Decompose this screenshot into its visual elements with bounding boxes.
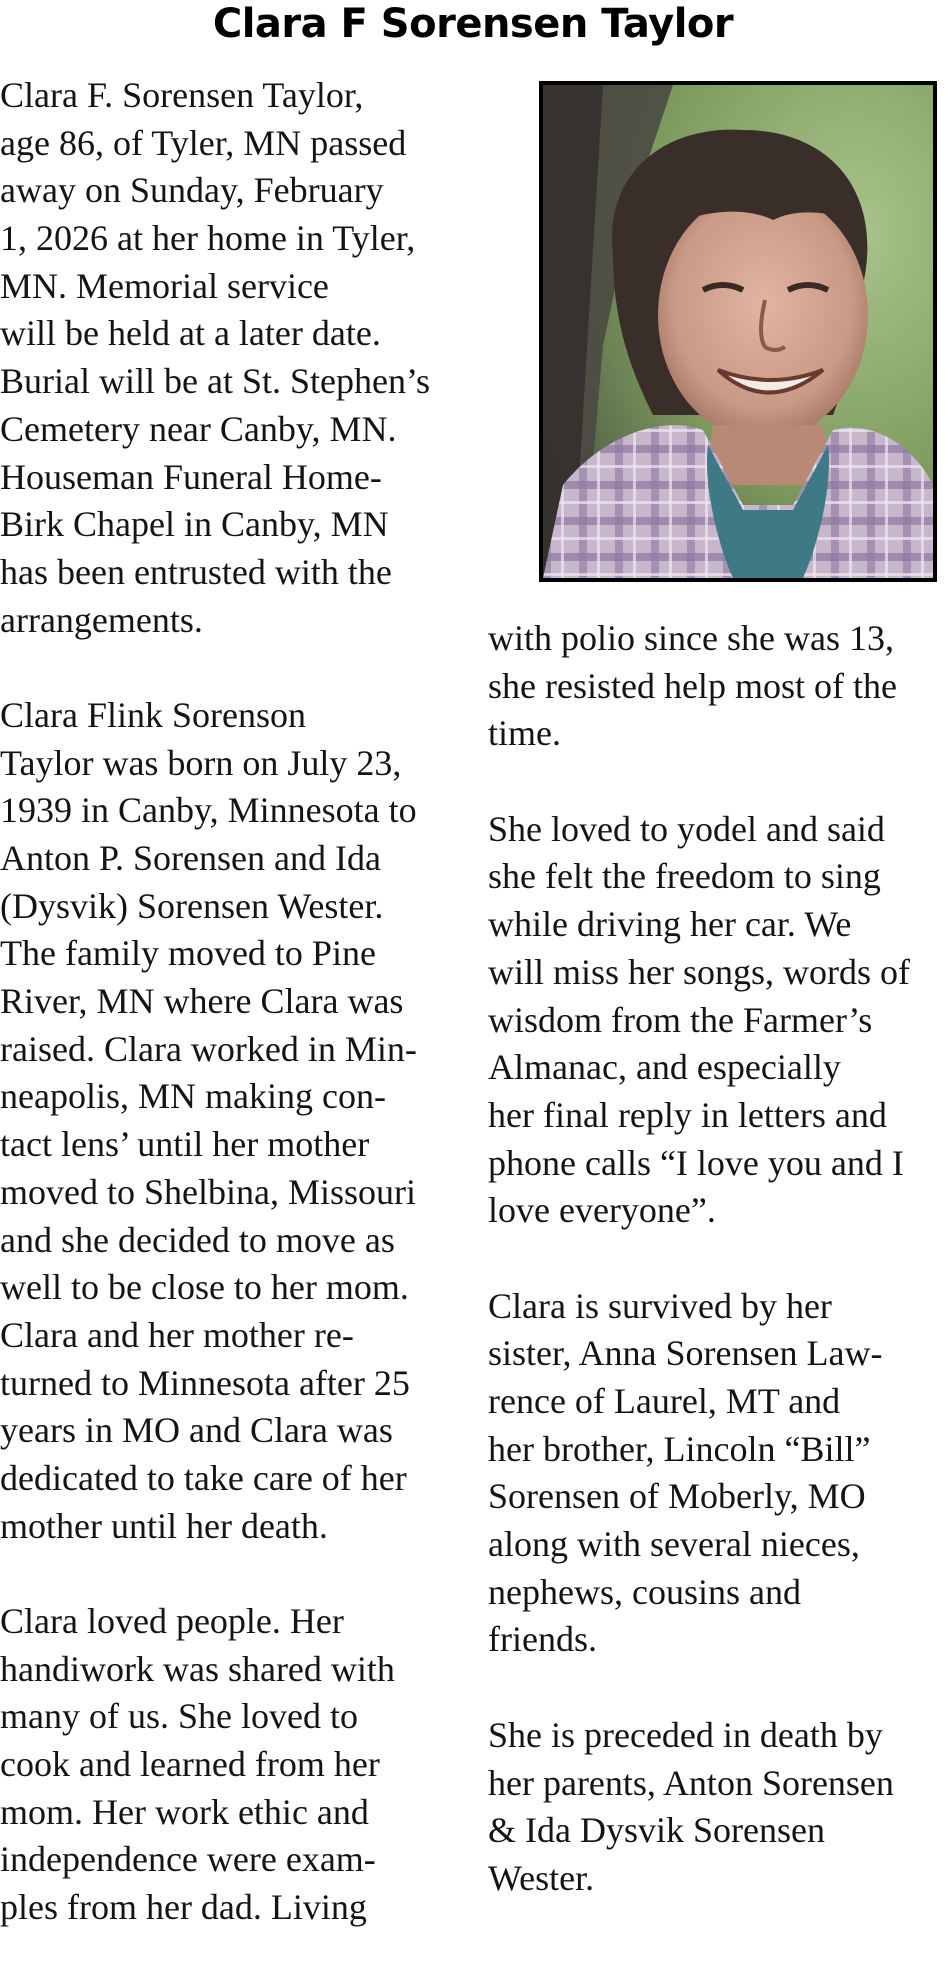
obituary-text-line: raised. Clara worked in Min- <box>0 1028 417 1069</box>
obituary-text-line: friends. <box>488 1619 597 1660</box>
obituary-text-line: she felt the freedom to sing <box>488 856 881 897</box>
obituary-text-line: and she decided to move as <box>0 1219 395 1260</box>
obituary-text-line: has been entrusted with the <box>0 551 392 592</box>
obituary-text-line: Houseman Funeral Home- <box>0 456 382 497</box>
obituary-left-column <box>0 72 470 1932</box>
obituary-text-line: while driving her car. We <box>488 904 852 945</box>
obituary-text-line: many of us. She loved to <box>0 1696 358 1737</box>
paragraph-gap <box>488 1235 946 1283</box>
obituary-text-line: her brother, Lincoln “Bill” <box>488 1428 871 1469</box>
obituary-text-line: sister, Anna Sorensen Law- <box>488 1333 883 1374</box>
obituary-text-line: with polio since she was 13, <box>488 618 894 658</box>
obituary-text-line: turned to Minnesota after 25 <box>0 1362 410 1403</box>
obituary-text-line: MN. Memorial service <box>0 265 329 306</box>
obituary-text-line: ples from her dad. Living <box>0 1887 367 1928</box>
obituary-text-line: along with several nieces, <box>488 1524 860 1565</box>
obituary-photo <box>539 81 937 582</box>
obituary-text-line: Clara F. Sorensen Taylor, <box>0 75 364 115</box>
obituary-text-line: time. <box>488 713 561 754</box>
obituary-text-line: 1, 2026 at her home in Tyler, <box>0 218 416 259</box>
paragraph-gap <box>0 644 470 692</box>
obituary-text-line: away on Sunday, February <box>0 170 384 211</box>
obituary-text-line: independence were exam- <box>0 1839 376 1880</box>
obituary-text-line: Sorensen of Moberly, MO <box>488 1476 866 1517</box>
obituary-text-line: age 86, of Tyler, MN passed <box>0 122 407 163</box>
obituary-text-line: phone calls “I love you and I <box>488 1142 904 1183</box>
obituary-text-line: Anton P. Sorensen and Ida <box>0 838 381 878</box>
obituary-text-line: her final reply in letters and <box>488 1094 887 1135</box>
obituary-text-line: well to be close to her mom. <box>0 1267 409 1308</box>
paragraph-gap <box>488 758 946 806</box>
obituary-text-line: She loved to yodel and said <box>488 808 885 849</box>
obituary-text-line: The family moved to Pine <box>0 933 376 974</box>
obituary-text-line: Clara and her mother re- <box>0 1314 354 1355</box>
obituary-text-line: will miss her songs, words of <box>488 951 910 992</box>
obituary-text-line: will be held at a later date. <box>0 313 381 354</box>
obituary-text-line: her parents, Anton Sorensen <box>488 1762 894 1803</box>
obituary-text-line: arrangements. <box>0 599 203 640</box>
obituary-text-line: moved to Shelbina, Missouri <box>0 1171 416 1212</box>
obituary-text-line: (Dysvik) Sorensen Wester. <box>0 885 384 926</box>
obituary-text-line: Almanac, and especially <box>488 1047 841 1088</box>
obituary-title: Clara F Sorensen Taylor <box>212 1 734 47</box>
obituary-text-line: dedicated to take care of her <box>0 1457 407 1498</box>
obituary-text-line: Clara loved people. Her <box>0 1601 344 1641</box>
obituary-text-line: love everyone”. <box>488 1190 716 1231</box>
obituary-text-line: she resisted help most of the <box>488 665 897 706</box>
obituary-text-line: nephews, cousins and <box>488 1571 801 1612</box>
obituary-text-line: 1939 in Canby, Minnesota to <box>0 790 417 831</box>
obituary-text-line: Taylor was born on July 23, <box>0 742 402 783</box>
obituary-text-line: Burial will be at St. Stephen’s <box>0 361 430 402</box>
obituary-text-line: mom. Her work ethic and <box>0 1791 369 1832</box>
obituary-text-line: She is preceded in death by <box>488 1714 883 1755</box>
obituary-text-line: years in MO and Clara was <box>0 1410 393 1451</box>
obituary-text-line: neapolis, MN making con- <box>0 1076 386 1117</box>
paragraph-gap <box>488 1664 946 1712</box>
obituary-text-line: Cemetery near Canby, MN. <box>0 408 397 449</box>
obituary-text-line: mother until her death. <box>0 1505 328 1546</box>
obituary-text-line: handiwork was shared with <box>0 1648 395 1689</box>
obituary-text-line: River, MN where Clara was <box>0 981 404 1022</box>
paragraph-gap <box>0 1550 470 1598</box>
obituary-text-line: Clara is survived by her <box>488 1285 832 1326</box>
obituary-text-line: Clara Flink Sorenson <box>0 694 306 735</box>
portrait-image <box>543 85 933 578</box>
obituary-text-line: wisdom from the Farmer’s <box>488 999 873 1040</box>
obituary-text-line: & Ida Dysvik Sorensen <box>488 1810 825 1851</box>
obituary-text-line: Wester. <box>488 1857 595 1898</box>
obituary-text-line: rence of Laurel, MT and <box>488 1381 841 1421</box>
obituary-right-column <box>488 615 946 1903</box>
obituary-text-line: cook and learned from her <box>0 1744 380 1785</box>
obituary-text-line: tact lens’ until her mother <box>0 1124 370 1165</box>
obituary-text-line: Birk Chapel in Canby, MN <box>0 504 389 545</box>
